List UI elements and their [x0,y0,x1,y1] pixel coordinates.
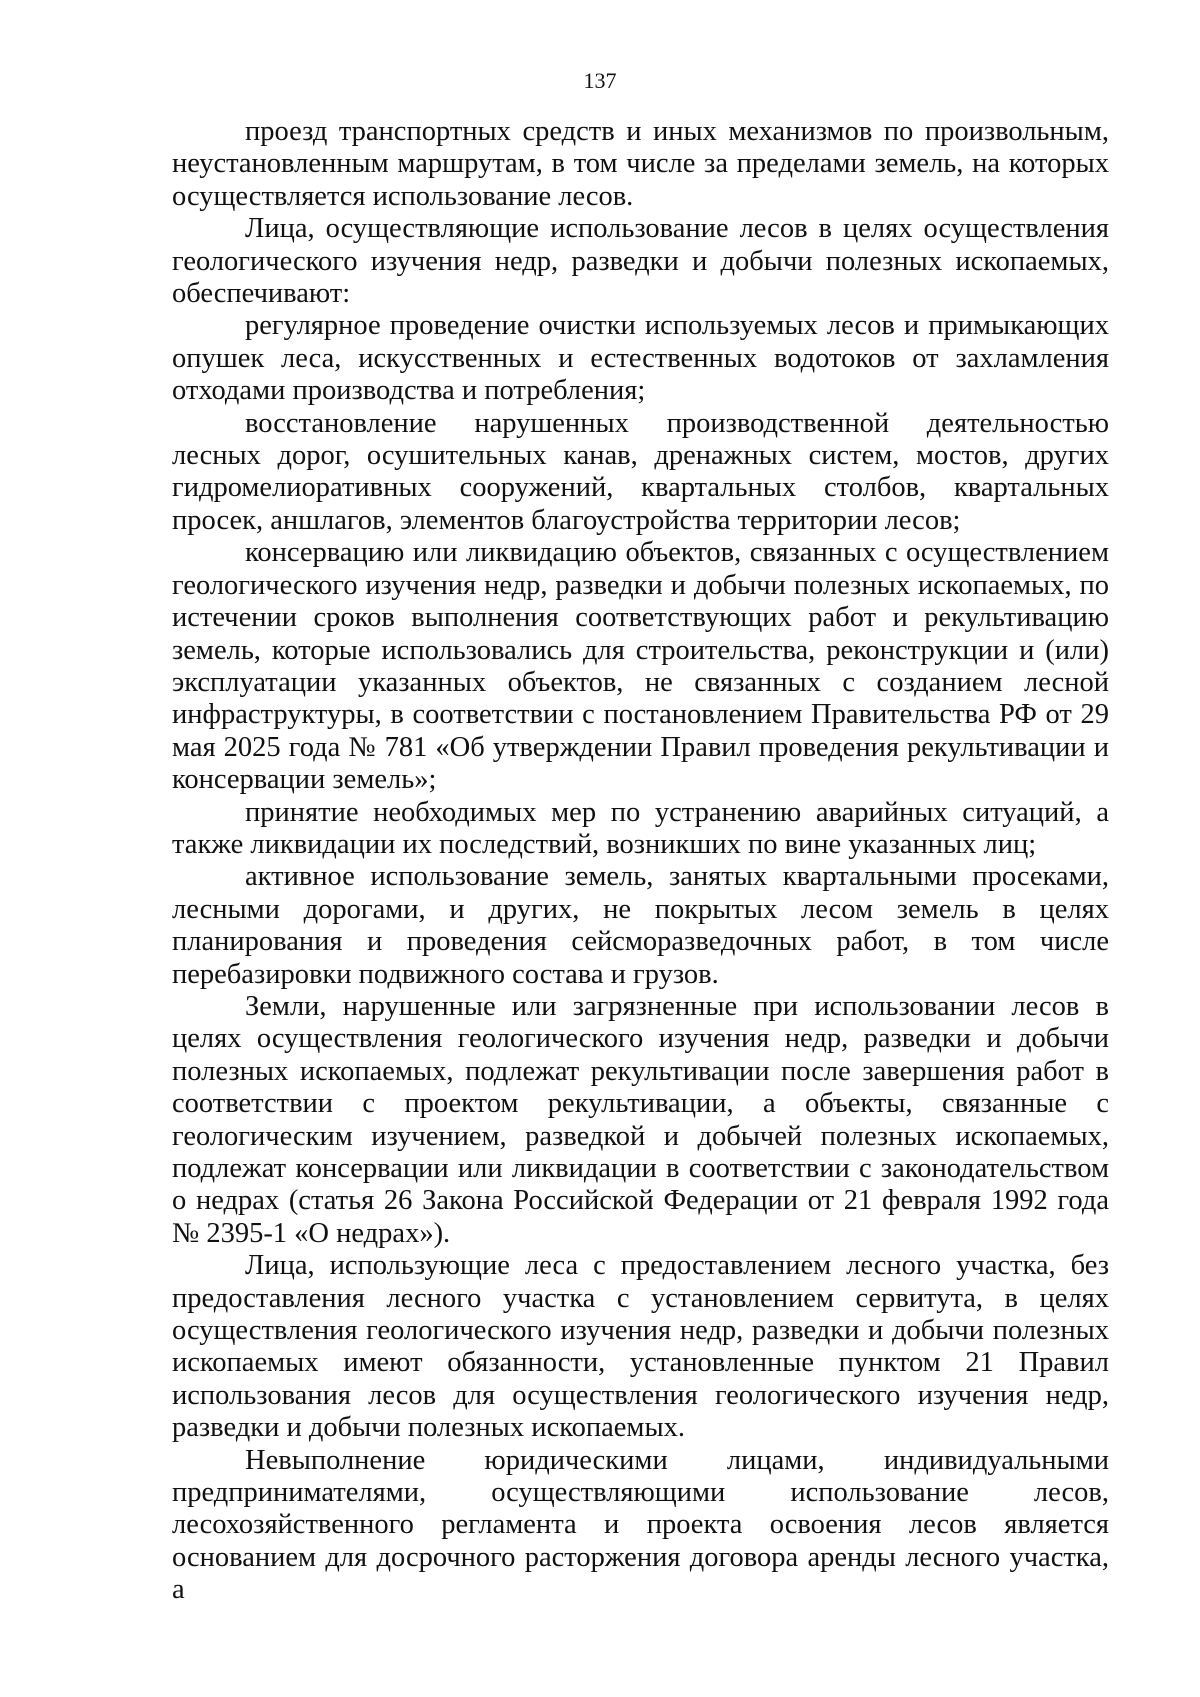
paragraph: Лица, осуществляющие использование лесов в целях осуществления геологического изучения недр, разведки и добычи полезных ископаемых, обеспечивают: [172,213,1109,310]
paragraph: принятие необходимых мер по устранению аварийных ситуаций, а также ликвидации их последствий, возникших по вине указанных лиц; [172,796,1109,860]
paragraph: восстановление нарушенных производственной деятельностью лесных дорог, осушительных канав, дренажных систем, мостов, других гидромелиоративных сооружений, квартальных столбов, квартальных просек, аншлагов, элементов благоустройства территории лесов; [172,407,1109,536]
paragraph: Земли, нарушенные или загрязненные при использовании лесов в целях осуществления геологического изучения недр, разведки и добычи полезных ископаемых, подлежат рекультивации после завершения работ в соответствии с проектом рекультивации, а объекты, связанные с геологическим изучением, разведкой и добычей полезных ископаемых, подлежат консервации или ликвидации в соответствии с законодательством о недрах (статья 26 Закона Российской Федерации от 21 февраля 1992 года № 2395-1 «О недрах»). [172,990,1109,1249]
paragraph: Невыполнение юридическими лицами, индивидуальными предпринимателями, осуществляющими использование лесов, лесохозяйственного регламента и проекта освоения лесов является основанием для досрочного расторжения договора аренды лесного участка, а [172,1444,1109,1606]
document-body [172,116,1109,1607]
paragraph: регулярное проведение очистки используемых лесов и примыкающих опушек леса, искусственных и естественных водотоков от захламления отходами производства и потребления; [172,310,1109,407]
page-number: 137 [583,68,617,93]
paragraph: Лица, использующие леса с предоставлением лесного участка, без предоставления лесного участка с установлением сервитута, в целях осуществления геологического изучения недр, разведки и добычи полезных ископаемых имеют обязанности, установленные пунктом 21 Правил использования лесов для осуществления геологического изучения недр, разведки и добычи полезных ископаемых. [172,1250,1109,1444]
paragraph: консервацию или ликвидацию объектов, связанных с осуществлением геологического изучения недр, разведки и добычи полезных ископаемых, по истечении сроков выполнения соответствующих работ и рекультивацию земель, которые использовались для строительства, реконструкции и (или) эксплуатации указанных объектов, не связанных с созданием лесной инфраструктуры, в соответствии с постановлением Правительства РФ от 29 мая 2025 года № 781 «Об утверждении Правил проведения рекультивации и консервации земель»; [172,537,1109,796]
paragraph: проезд транспортных средств и иных механизмов по произвольным, неустановленным маршрутам, в том числе за пределами земель, на которых осуществляется использование лесов. [172,116,1109,212]
paragraph: активное использование земель, занятых квартальными просеками, лесными дорогами, и других, не покрытых лесом земель в целях планирования и проведения сейсморазведочных работ, в том числе перебазировки подвижного состава и грузов. [172,861,1109,990]
